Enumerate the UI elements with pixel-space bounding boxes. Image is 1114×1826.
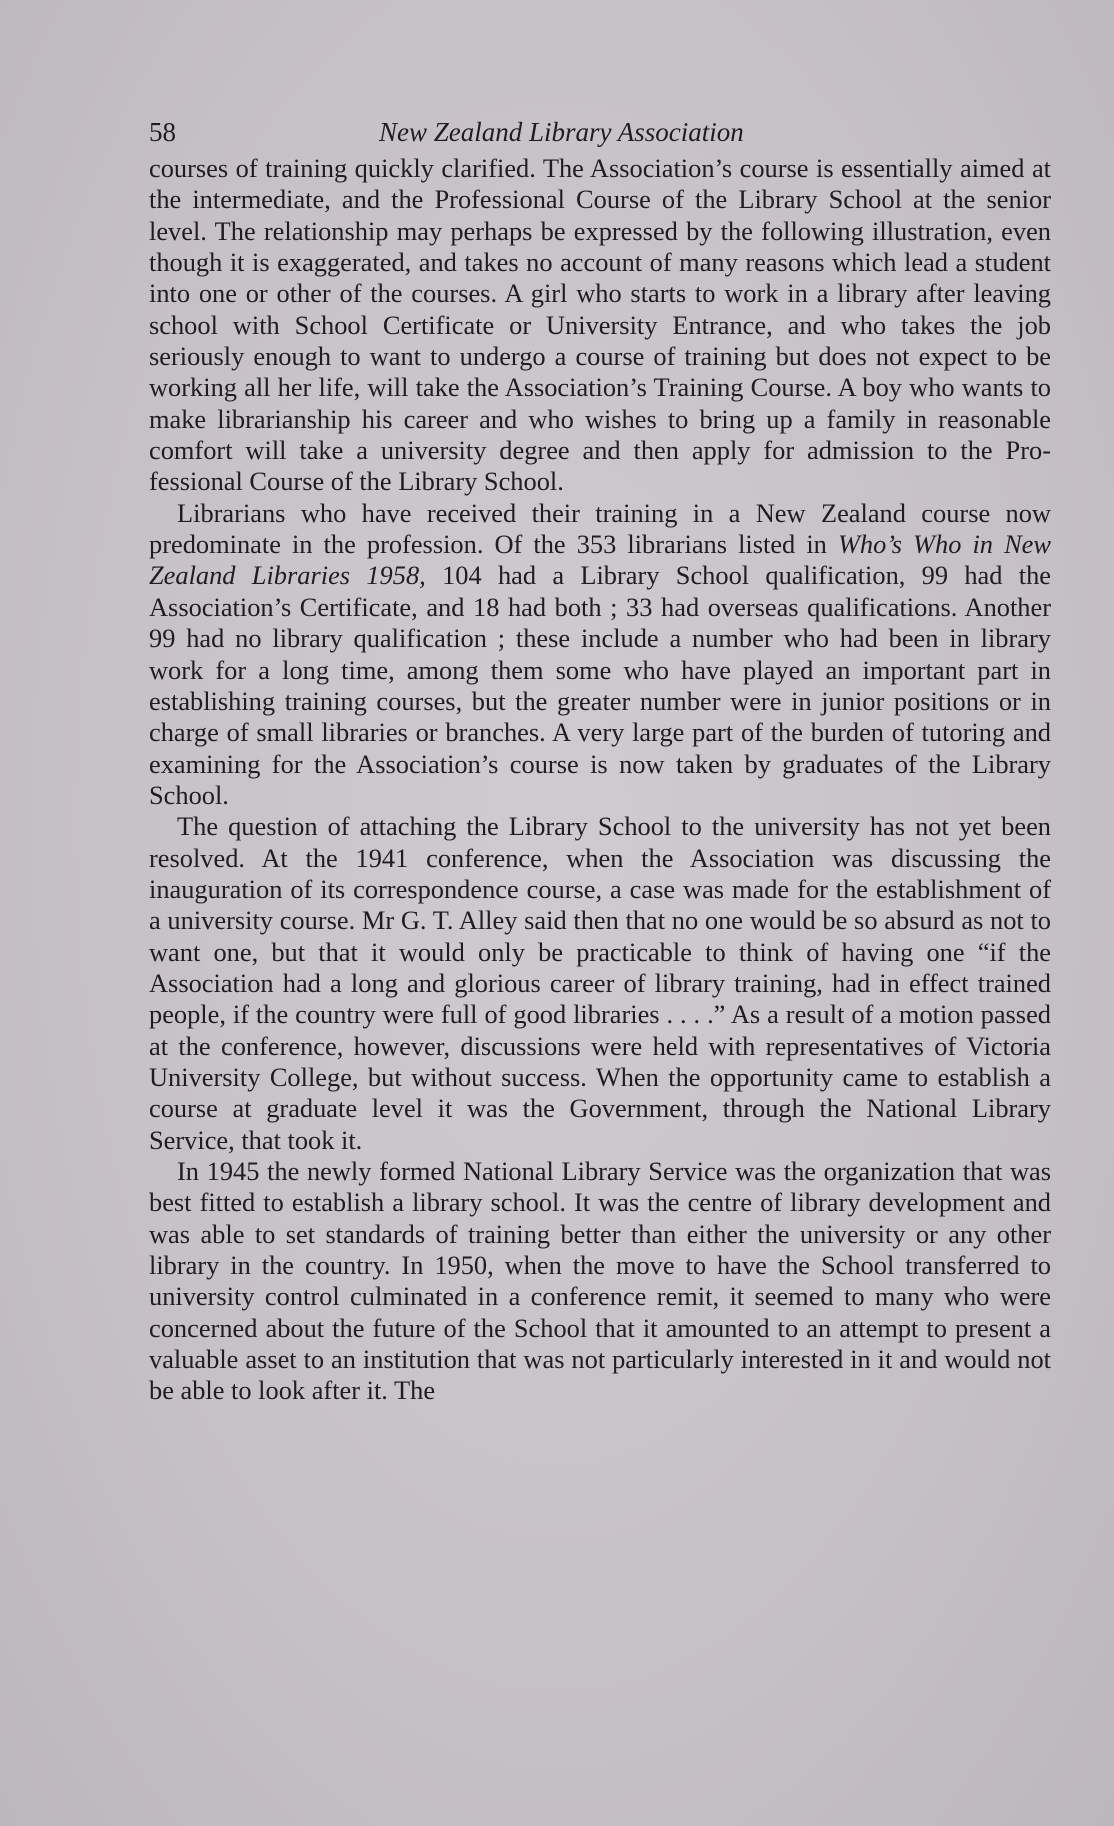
body-text (149, 153, 1051, 1407)
paragraph-2-text-end: 104 had a Library School qualification, 99 had the Association’s Certificate, and 18 had both ; 33 had overseas qualifications. Another 99 had no library qualification ; these include a number who had been in library work for a long time, among them some who have played an important part in establishing training courses, but the greater number were in junior positions or in charge of small libraries or branches. A very large part of the burden of tutoring and examining for the Association’s course is now taken by graduates of the Library School. (149, 560, 1051, 810)
directory-title: Who’s Who in New Zealand Libraries 1958, (149, 529, 1051, 591)
running-title: New Zealand Library Association (379, 117, 744, 147)
page-number: 58 (149, 117, 176, 147)
paragraph-4: In 1945 the newly formed National Library Service was the organization that was best fitted to establish a library school. It was the centre of library development and was able to set standards of training better than either the university or any other library in the country. In 1950, when the move to have the School transferred to university control culminated in a conference remit, it seemed to many who were concerned about the future of the School that it amounted to an attempt to present a valuable asset to an institution that was not particularly interested in it and would not be able to look after it. The (149, 1156, 1051, 1406)
paragraph-3: The question of attaching the Library School to the university has not yet been resolved. At the 1941 conference, when the Association was discussing the inauguration of its correspondence course, a case was made for the establishment of a university course. Mr G. T. Alley said then that no one would be so absurd as not to want one, but that it would only be practicable to think of having one “if the Association had a long and glorious career of library training, had in effect trained people, if the country were full of good libraries . . . .” As a result of a motion passed at the conference, however, discussions were held with representatives of Victoria University College, but without success. When the opportunity came to establish a course at graduate level it was the Government, through the National Library Service, that took it. (149, 811, 1051, 1155)
paragraph-1: courses of training quickly clarified. The Association’s course is essentially aimed at the intermediate, and the Professional Course of the Library School at the senior level. The relationship may perhaps be expressed by the following illustration, even though it is exaggerated, and takes no account of many reasons which lead a student into one or other of the courses. A girl who starts to work in a library after leaving school with School Certificate or University Entrance, and who takes the job seriously enough to want to undergo a course of training but does not expect to be working all her life, will take the Association’s Training Course. A boy who wants to make librarianship his career and who wishes to bring up a family in reasonable comfort will take a university degree and then apply for admission to the Professional Course of the Library School. (149, 153, 1051, 497)
running-head (149, 112, 1051, 152)
book-page (149, 112, 1051, 1407)
paragraph-2-text-start: Librarians who have received their training in a New Zealand course now predominate in the profession. Of the 353 librarians listed in (149, 497, 1051, 560)
paragraph-2 (149, 498, 1051, 811)
